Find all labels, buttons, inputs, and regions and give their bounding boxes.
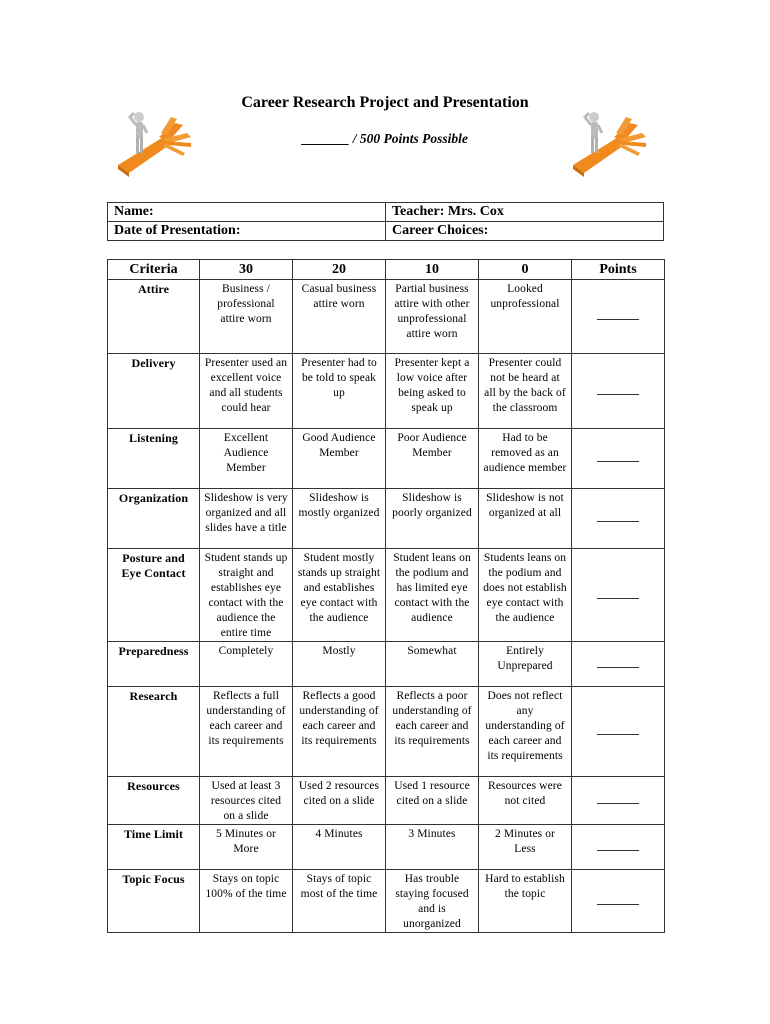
score-30-cell: Reflects a full understanding of each career and its requirements xyxy=(200,687,293,777)
score-10-cell: Student leans on the podium and has limited eye contact with the audience xyxy=(386,549,479,642)
score-10-cell: Slideshow is poorly organized xyxy=(386,489,479,549)
page-title: Career Research Project and Presentation xyxy=(241,94,529,111)
score-0-cell: Resources were not cited xyxy=(479,777,572,825)
table-row xyxy=(108,870,665,933)
score-0-cell: Looked unprofessional xyxy=(479,280,572,354)
score-30-cell: Excellent Audience Member xyxy=(200,429,293,489)
table-row xyxy=(108,354,665,429)
score-30-cell: Student stands up straight and establishes eye contact with the audience the entire time xyxy=(200,549,293,642)
table-row xyxy=(108,642,665,687)
rubric-header-row xyxy=(108,260,665,280)
points-blank[interactable] xyxy=(572,825,665,870)
score-20-cell: Reflects a good understanding of each career and its requirements xyxy=(293,687,386,777)
table-row xyxy=(108,549,665,642)
score-30-cell: 5 Minutes or More xyxy=(200,825,293,870)
score-30-cell: Presenter used an excellent voice and all students could hear xyxy=(200,354,293,429)
header-criteria: Criteria xyxy=(108,260,200,280)
score-10-cell: Used 1 resource cited on a slide xyxy=(386,777,479,825)
criteria-cell: Organization xyxy=(108,489,200,549)
score-30-cell: Slideshow is very organized and all slides have a title xyxy=(200,489,293,549)
score-10-cell: Reflects a poor understanding of each career and its requirements xyxy=(386,687,479,777)
score-10-cell: Partial business attire with other unprofessional attire worn xyxy=(386,280,479,354)
criteria-cell: Posture and Eye Contact xyxy=(108,549,200,642)
table-row xyxy=(108,825,665,870)
criteria-cell: Delivery xyxy=(108,354,200,429)
points-blank[interactable] xyxy=(572,642,665,687)
score-10-cell: 3 Minutes xyxy=(386,825,479,870)
teacher-field: Teacher: Mrs. Cox xyxy=(386,203,664,222)
score-20-cell: Casual business attire worn xyxy=(293,280,386,354)
header-10: 10 xyxy=(386,260,479,280)
score-30-cell: Business / professional attire worn xyxy=(200,280,293,354)
points-blank[interactable] xyxy=(572,687,665,777)
score-0-cell: 2 Minutes or Less xyxy=(479,825,572,870)
header-20: 20 xyxy=(293,260,386,280)
criteria-cell: Resources xyxy=(108,777,200,825)
score-20-cell: Mostly xyxy=(293,642,386,687)
score-20-cell: Used 2 resources cited on a slide xyxy=(293,777,386,825)
table-row xyxy=(108,280,665,354)
table-row xyxy=(108,429,665,489)
score-0-cell: Hard to establish the topic xyxy=(479,870,572,933)
score-30-cell: Used at least 3 resources cited on a slide xyxy=(200,777,293,825)
score-10-cell: Presenter kept a low voice after being asked to speak up xyxy=(386,354,479,429)
criteria-cell: Attire xyxy=(108,280,200,354)
criteria-cell: Listening xyxy=(108,429,200,489)
score-0-cell: Presenter could not be heard at all by the back of the classroom xyxy=(479,354,572,429)
criteria-cell: Preparedness xyxy=(108,642,200,687)
score-20-cell: Student mostly stands up straight and establishes eye contact with the audience xyxy=(293,549,386,642)
points-blank[interactable] xyxy=(572,549,665,642)
points-possible: _______ / 500 Points Possible xyxy=(302,131,468,146)
score-0-cell: Had to be removed as an audience member xyxy=(479,429,572,489)
score-30-cell: Completely xyxy=(200,642,293,687)
student-info-table xyxy=(107,202,664,241)
score-10-cell: Somewhat xyxy=(386,642,479,687)
points-blank[interactable] xyxy=(572,777,665,825)
score-0-cell: Does not reflect any understanding of each career and its requirements xyxy=(479,687,572,777)
header-points: Points xyxy=(572,260,665,280)
score-20-cell: Presenter had to be told to speak up xyxy=(293,354,386,429)
points-blank[interactable] xyxy=(572,429,665,489)
criteria-cell: Time Limit xyxy=(108,825,200,870)
points-blank[interactable] xyxy=(572,489,665,549)
score-20-cell: Slideshow is mostly organized xyxy=(293,489,386,549)
points-blank[interactable] xyxy=(572,280,665,354)
score-10-cell: Poor Audience Member xyxy=(386,429,479,489)
criteria-cell: Research xyxy=(108,687,200,777)
score-10-cell: Has trouble staying focused and is unorganized xyxy=(386,870,479,933)
table-row xyxy=(108,777,665,825)
score-20-cell: Stays of topic most of the time xyxy=(293,870,386,933)
score-30-cell: Stays on topic 100% of the time xyxy=(200,870,293,933)
rubric-table xyxy=(107,259,665,933)
points-blank[interactable] xyxy=(572,354,665,429)
table-row xyxy=(108,489,665,549)
score-0-cell: Entirely Unprepared xyxy=(479,642,572,687)
score-20-cell: Good Audience Member xyxy=(293,429,386,489)
header-30: 30 xyxy=(200,260,293,280)
table-row xyxy=(108,687,665,777)
score-0-cell: Slideshow is not organized at all xyxy=(479,489,572,549)
criteria-cell: Topic Focus xyxy=(108,870,200,933)
score-20-cell: 4 Minutes xyxy=(293,825,386,870)
score-0-cell: Students leans on the podium and does not establish eye contact with the audience xyxy=(479,549,572,642)
header-0: 0 xyxy=(479,260,572,280)
career-choices-field[interactable]: Career Choices: xyxy=(386,222,664,241)
points-blank[interactable] xyxy=(572,870,665,933)
date-field[interactable]: Date of Presentation: xyxy=(108,222,386,241)
name-field[interactable]: Name: xyxy=(114,204,154,219)
